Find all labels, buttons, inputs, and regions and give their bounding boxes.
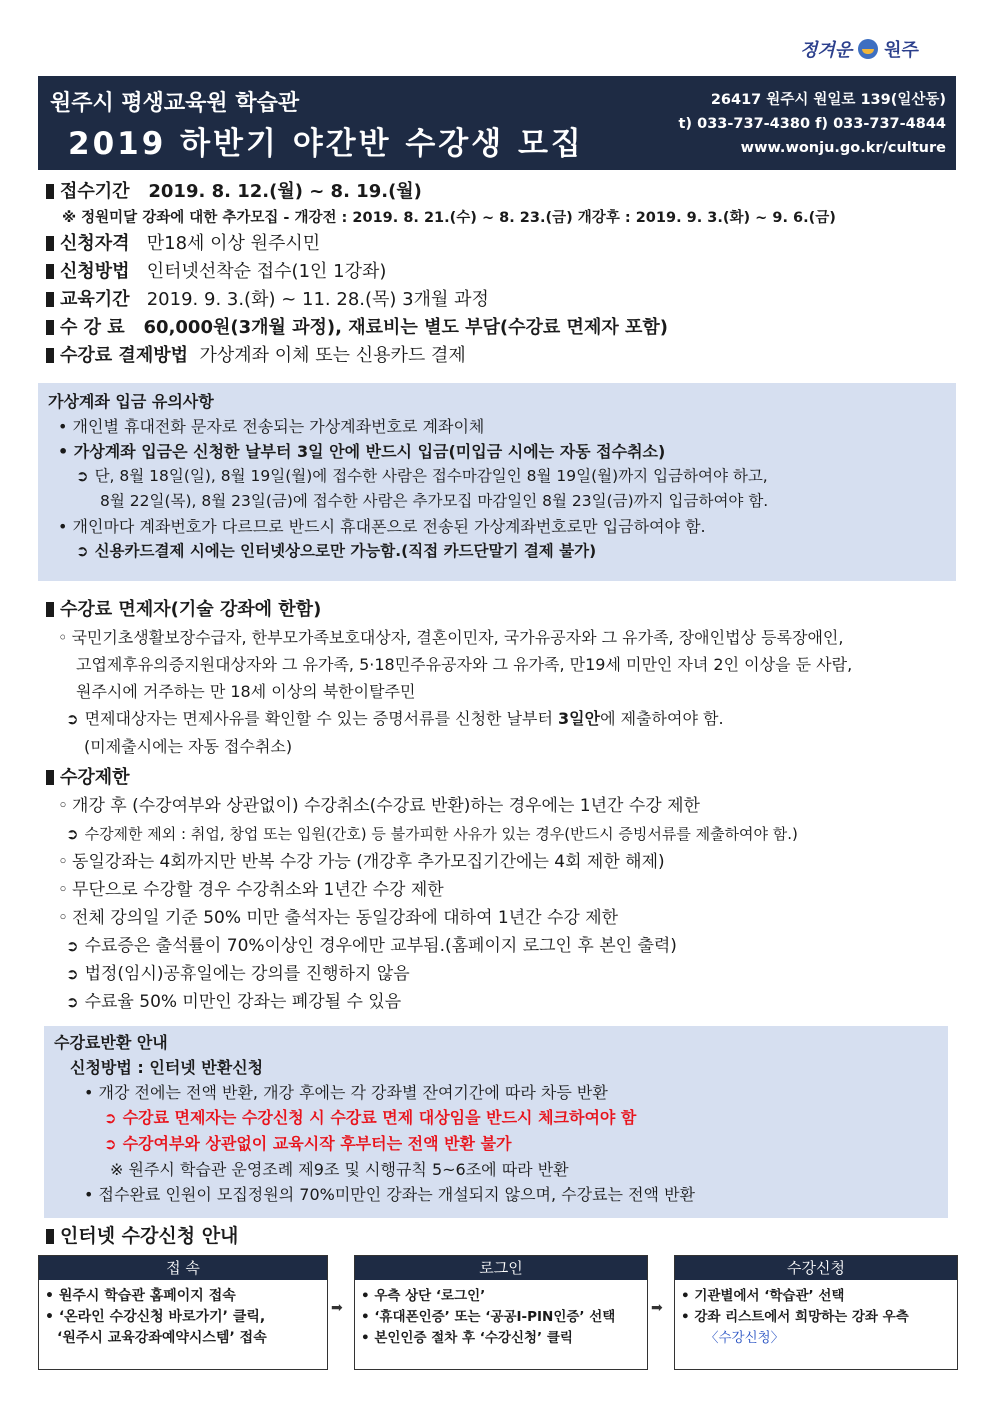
arrow-icon: ➲ [104, 1135, 117, 1153]
step-item: ‘원주시 교육강좌예약시스템’ 접속 [57, 1330, 267, 1346]
step-login-head: 로그인 [355, 1256, 647, 1280]
pay-line [46, 342, 956, 370]
square-bullet-icon [46, 770, 54, 785]
logo-script: 정겨운 [800, 40, 853, 61]
page-title: 2019 하반기 야간반 수강생 모집 [68, 126, 584, 162]
logo-city: 원주 [884, 40, 919, 61]
refund-item: ➲ 수강료 면제자는 수강신청 시 수강료 면제 대상임을 반드시 체크하여야 함 [104, 1108, 637, 1127]
square-bullet-icon [46, 236, 54, 251]
info-section [46, 178, 956, 370]
header-banner [38, 76, 956, 170]
limit-item: ➲ 수료증은 출석률이 70%이상인 경우에만 교부됨.(홈페이지 로그인 후 본인 출력) [66, 936, 677, 956]
step-item: • 강좌 리스트에서 희망하는 강좌 우측 [681, 1309, 909, 1325]
square-bullet-icon [46, 184, 54, 199]
step-apply-box [674, 1255, 958, 1370]
deposit-item: • 가상계좌 입금은 신청한 날부터 3일 안에 반드시 입금(미입금 시에는 자동 접수취소) [58, 442, 666, 461]
arrow-icon: ➲ [76, 542, 89, 560]
phone-fax: t) 033-737-4380 f) 033-737-4844 [678, 116, 946, 132]
pay-label: 수강료 결제방법 [60, 345, 188, 366]
step-apply-head: 수강신청 [675, 1256, 957, 1280]
exempt-item: (미제출시에는 자동 접수취소) [84, 737, 293, 756]
arrow-icon: ➲ [66, 993, 79, 1011]
fee-value: 60,000원(3개월 과정), 재료비는 별도 부담(수강료 면제자 포함) [143, 317, 668, 338]
logo-emblem-icon [858, 39, 878, 59]
step-item: • ‘휴대폰인증’ 또는 ‘공공I-PIN인증’ 선택 [361, 1309, 616, 1325]
step-item: • 본인인증 절차 후 ‘수강신청’ 클릭 [361, 1330, 573, 1346]
edu-label: 교육기간 [60, 289, 130, 310]
exempt-item: ➲ 면제대상자는 면제사유를 확인할 수 있는 증명서류를 신청한 날부터 3일안에 제출하여야 함. [66, 709, 724, 728]
period-label: 접수기간 [60, 181, 130, 202]
deposit-item: • 개인마다 계좌번호가 다르므로 반드시 휴대폰으로 전송된 가상계좌번호로만 입금하여야 함. [58, 517, 706, 536]
square-bullet-icon [46, 1229, 54, 1244]
limit-item: ◦ 동일강좌는 4회까지만 반복 수강 가능 (개강후 추가모집기간에는 4회 제한 해제) [58, 852, 665, 872]
step-connect-box [38, 1255, 328, 1370]
refund-item: • 접수완료 인원이 모집정원의 70%미만인 강좌는 개설되지 않으며, 수강료는 전액 반환 [84, 1185, 696, 1204]
step-item: • 기관별에서 ‘학습관’ 선택 [681, 1288, 845, 1304]
limit-item: ◦ 개강 후 (수강여부와 상관없이) 수강취소(수강료 반환)하는 경우에는 1년간 수강 제한 [58, 796, 700, 816]
arrow-icon: ➲ [76, 467, 89, 485]
flow-arrow-icon: ➡ [651, 1300, 663, 1316]
square-bullet-icon [46, 348, 54, 363]
exempt-title: 수강료 면제자(기술 강좌에 한함) [46, 596, 956, 624]
exempt-section [46, 596, 956, 760]
edu-value: 2019. 9. 3.(화) ~ 11. 28.(목) 3개월 과정 [146, 289, 489, 310]
limit-title: 수강제한 [46, 764, 956, 792]
apply-link-text: 〈수강신청〉 [705, 1330, 785, 1346]
square-bullet-icon [46, 292, 54, 307]
arrow-icon: ➲ [66, 965, 79, 983]
qual-line [46, 230, 956, 258]
qual-label: 신청자격 [60, 233, 130, 254]
exempt-item: 원주시에 거주하는 만 18세 이상의 북한이탈주민 [76, 682, 416, 701]
refund-notice-box [44, 1026, 948, 1218]
fee-label: 수 강 료 [60, 317, 125, 338]
arrow-icon: ➲ [66, 710, 79, 728]
deposit-item: • 개인별 휴대전화 문자로 전송되는 가상계좌번호로 계좌이체 [58, 417, 485, 436]
square-bullet-icon [46, 320, 54, 335]
deposit-item: 8월 22일(목), 8월 23일(금)에 접수한 사람은 추가모집 마감일인 8월 23일(금)까지 입금하여야 함. [100, 492, 769, 510]
arrow-icon: ➲ [66, 825, 79, 843]
deposit-item: ➲ 단, 8월 18일(일), 8월 19일(월)에 접수한 사람은 접수마감일인 8월 19일(월)까지 입금하여야 하고, [76, 467, 768, 485]
period-line [46, 178, 956, 206]
fee-line [46, 314, 956, 342]
exempt-item: ◦ 국민기초생활보장수급자, 한부모가족보호대상자, 결혼이민자, 국가유공자와 그 유가족, 장애인법상 등록장애인, [58, 628, 844, 647]
online-title: 인터넷 수강신청 안내 [46, 1222, 956, 1250]
method-label: 신청방법 [60, 261, 130, 282]
pay-value: 가상계좌 이체 또는 신용카드 결제 [199, 345, 466, 366]
method-line [46, 258, 956, 286]
city-logo [800, 34, 960, 64]
refund-title: 수강료반환 안내 [54, 1033, 168, 1052]
address: 26417 원주시 원일로 139(일산동) [710, 92, 946, 108]
org-name: 원주시 평생교육원 학습관 [50, 91, 300, 116]
flow-arrow-icon: ➡ [331, 1300, 343, 1316]
deposit-item: ➲ 신용카드결제 시에는 인터넷상으로만 가능함.(직접 카드단말기 결제 불가) [76, 542, 597, 560]
contact-block [679, 88, 947, 160]
exempt-item: 고엽제후유의증지원대상자와 그 유가족, 5·18민주유공자와 그 유가족, 만19세 미만인 자녀 2인 이상을 둔 사람, [76, 655, 853, 674]
step-item: • ‘온라인 수강신청 바로가기’ 클릭, [45, 1309, 266, 1325]
square-bullet-icon [46, 602, 54, 617]
limit-item: ◦ 전체 강의일 기준 50% 미만 출석자는 동일강좌에 대하여 1년간 수강 제한 [58, 908, 619, 928]
deposit-notice-box [38, 383, 956, 581]
refund-item: • 개강 전에는 전액 반환, 개강 후에는 각 강좌별 잔여기간에 따라 차등 반환 [84, 1083, 608, 1102]
edu-line [46, 286, 956, 314]
deposit-title: 가상계좌 입금 유의사항 [48, 392, 214, 411]
limit-item: ➲ 수강제한 제외 : 취업, 창업 또는 입원(간호) 등 불가피한 사유가 있는 경우(반드시 증빙서류를 제출하여야 함.) [66, 825, 798, 843]
refund-item: ➲ 수강여부와 상관없이 교육시작 후부터는 전액 반환 불가 [104, 1134, 512, 1153]
arrow-icon: ➲ [66, 937, 79, 955]
period-value: 2019. 8. 12.(월) ~ 8. 19.(월) [148, 181, 422, 202]
step-connect-head: 접 속 [39, 1256, 327, 1280]
refund-item: ※ 원주시 학습관 운영조례 제9조 및 시행규칙 5~6조에 따라 반환 [110, 1160, 569, 1179]
limit-item: ➲ 법정(임시)공휴일에는 강의를 진행하지 않음 [66, 964, 410, 984]
qual-value: 만18세 이상 원주시민 [146, 233, 321, 254]
limit-item: ➲ 수료율 50% 미만인 강좌는 폐강될 수 있음 [66, 992, 402, 1012]
method-value: 인터넷선착순 접수(1인 1강좌) [146, 261, 387, 282]
square-bullet-icon [46, 264, 54, 279]
extra-recruit-note: ※ 정원미달 강좌에 대한 추가모집 - 개강전 : 2019. 8. 21.(수) ~ 8. 23.(금) 개강후 : 2019. 9. 3.(화) ~ 9. 6.(금) [62, 210, 836, 226]
step-login-box [354, 1255, 648, 1370]
website-url: www.wonju.go.kr/culture [740, 140, 946, 156]
refund-method: 신청방법 : 인터넷 반환신청 [70, 1058, 264, 1077]
step-item: • 원주시 학습관 홈페이지 접속 [45, 1288, 236, 1304]
limit-item: ◦ 무단으로 수강할 경우 수강취소와 1년간 수강 제한 [58, 880, 444, 900]
arrow-icon: ➲ [104, 1109, 117, 1127]
step-item: • 우측 상단 ‘로그인’ [361, 1288, 486, 1304]
limit-section [46, 764, 956, 1016]
